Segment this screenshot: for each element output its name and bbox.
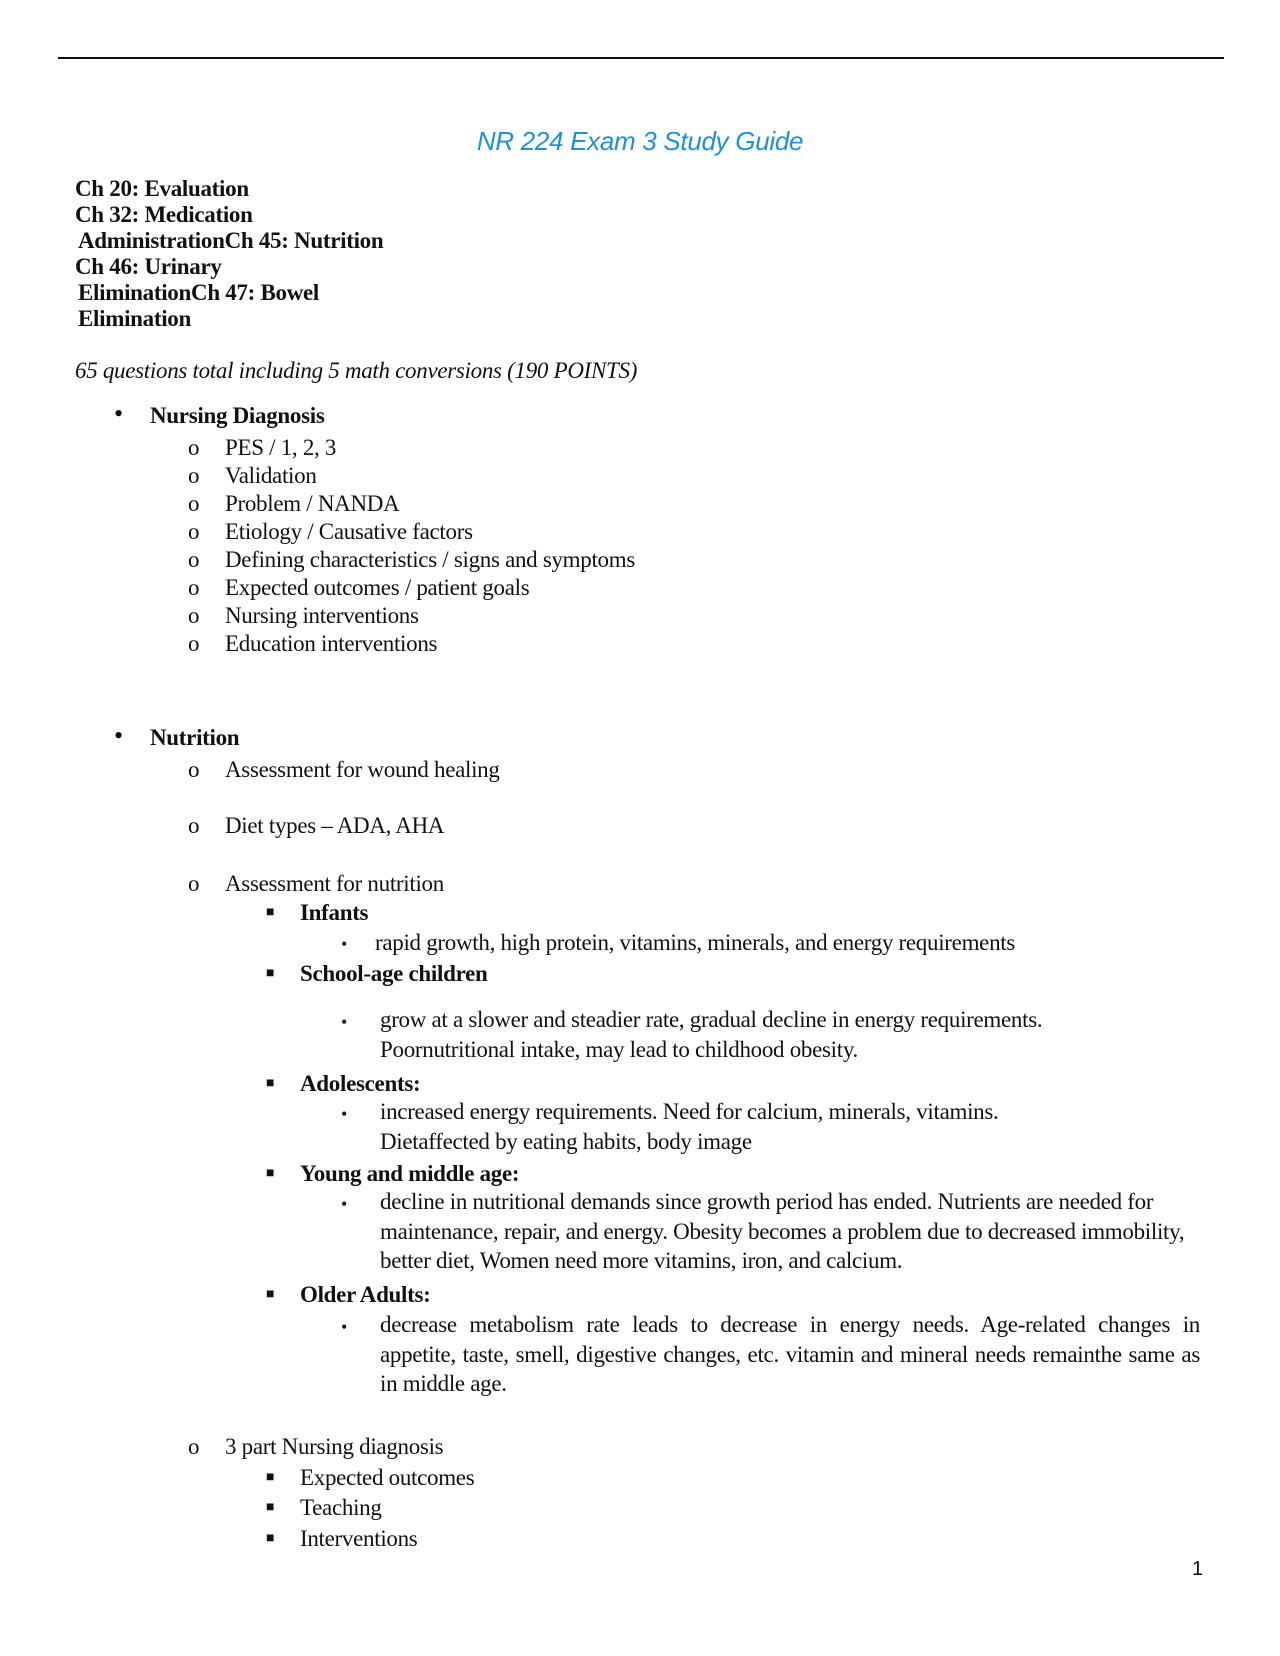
age-group-label: Adolescents: (300, 1071, 421, 1096)
bullet-small-dot: • (341, 1104, 348, 1124)
chapter-line: AdministrationCh 45: Nutrition (78, 228, 384, 253)
list-item: Teaching (300, 1495, 382, 1520)
chapter-line: Elimination (78, 306, 192, 331)
bullet-square: ■ (266, 966, 275, 981)
page-number: 1 (1192, 1558, 1204, 1580)
section-heading: Nutrition (150, 725, 240, 750)
age-group-text: decrease metabolism rate leads to decrease in energy needs. Age-related changes in appetite, taste, smell, digestive changes, etc. vitamin and mineral needs remainthe same as in middle age. (380, 1312, 1200, 1396)
list-item: Assessment for wound healing (225, 757, 500, 782)
bullet-small-dot: • (341, 934, 348, 954)
bullet-dot: • (114, 399, 124, 428)
bullet-circle: o (188, 813, 200, 838)
age-group-text: grow at a slower and steadier rate, gradual decline in energy requirements. Poornutritional intake, may lead to childhood obesity. (380, 1007, 1043, 1062)
bullet-small-dot: • (341, 1194, 348, 1214)
bullet-square: ■ (266, 1531, 275, 1546)
age-group-label: Young and middle age: (300, 1161, 520, 1186)
bullet-circle: o (188, 463, 200, 488)
bullet-square: ■ (266, 1287, 275, 1302)
list-item: Education interventions (225, 631, 438, 656)
chapter-line: EliminationCh 47: Bowel (78, 280, 320, 305)
bullet-square: ■ (266, 1076, 275, 1091)
bullet-square: ■ (266, 1500, 275, 1515)
bullet-small-dot: • (341, 1317, 348, 1337)
bullet-circle: o (188, 547, 200, 572)
exam-summary: 65 questions total including 5 math conversions (190 POINTS) (75, 358, 638, 383)
bullet-circle: o (188, 519, 200, 544)
bullet-square: ■ (266, 1166, 275, 1181)
list-item: Expected outcomes / patient goals (225, 575, 530, 600)
list-item: Problem / NANDA (225, 491, 400, 516)
age-group-text: rapid growth, high protein, vitamins, minerals, and energy requirements (375, 930, 1016, 955)
list-item: Defining characteristics / signs and symptoms (225, 547, 636, 572)
list-item: PES / 1, 2, 3 (225, 435, 337, 460)
bullet-small-dot: • (341, 1012, 348, 1032)
list-item: Assessment for nutrition (225, 871, 444, 896)
age-group-text: decline in nutritional demands since growth period has ended. Nutrients are needed for maintenance, repair, and energy. Obesity becomes a problem due to decreased immobility, better diet, Women need more vitamins, iron, and calcium. (380, 1189, 1185, 1273)
bullet-circle: o (188, 603, 200, 628)
age-group-label: Older Adults: (300, 1282, 431, 1307)
bullet-circle: o (188, 871, 200, 896)
age-group-label: Infants (300, 900, 369, 925)
age-group-label: School-age children (300, 961, 488, 986)
age-group-text: increased energy requirements. Need for calcium, minerals, vitamins. Dietaffected by eating habits, body image (380, 1099, 999, 1154)
list-item: Expected outcomes (300, 1465, 475, 1490)
document-title: NR 224 Exam 3 Study Guide (476, 126, 804, 156)
bullet-square: ■ (266, 1470, 275, 1485)
chapter-line: Ch 46: Urinary (75, 254, 222, 279)
list-item: Diet types – ADA, AHA (225, 813, 445, 838)
list-item: Interventions (300, 1526, 418, 1551)
chapter-line: Ch 32: Medication (75, 202, 253, 227)
bullet-circle: o (188, 491, 200, 516)
bullet-dot: • (114, 721, 124, 750)
bullet-circle: o (188, 631, 200, 656)
section-heading: Nursing Diagnosis (150, 403, 325, 428)
bullet-circle: o (188, 575, 200, 600)
bullet-circle: o (188, 435, 200, 460)
list-item: 3 part Nursing diagnosis (225, 1434, 444, 1459)
bullet-circle: o (188, 757, 200, 782)
list-item: Validation (225, 463, 317, 488)
bullet-square: ■ (266, 905, 275, 920)
chapter-line: Ch 20: Evaluation (75, 176, 249, 201)
bullet-circle: o (188, 1434, 200, 1459)
list-item: Etiology / Causative factors (225, 519, 473, 544)
list-item: Nursing interventions (225, 603, 419, 628)
header-rule (58, 57, 1224, 59)
